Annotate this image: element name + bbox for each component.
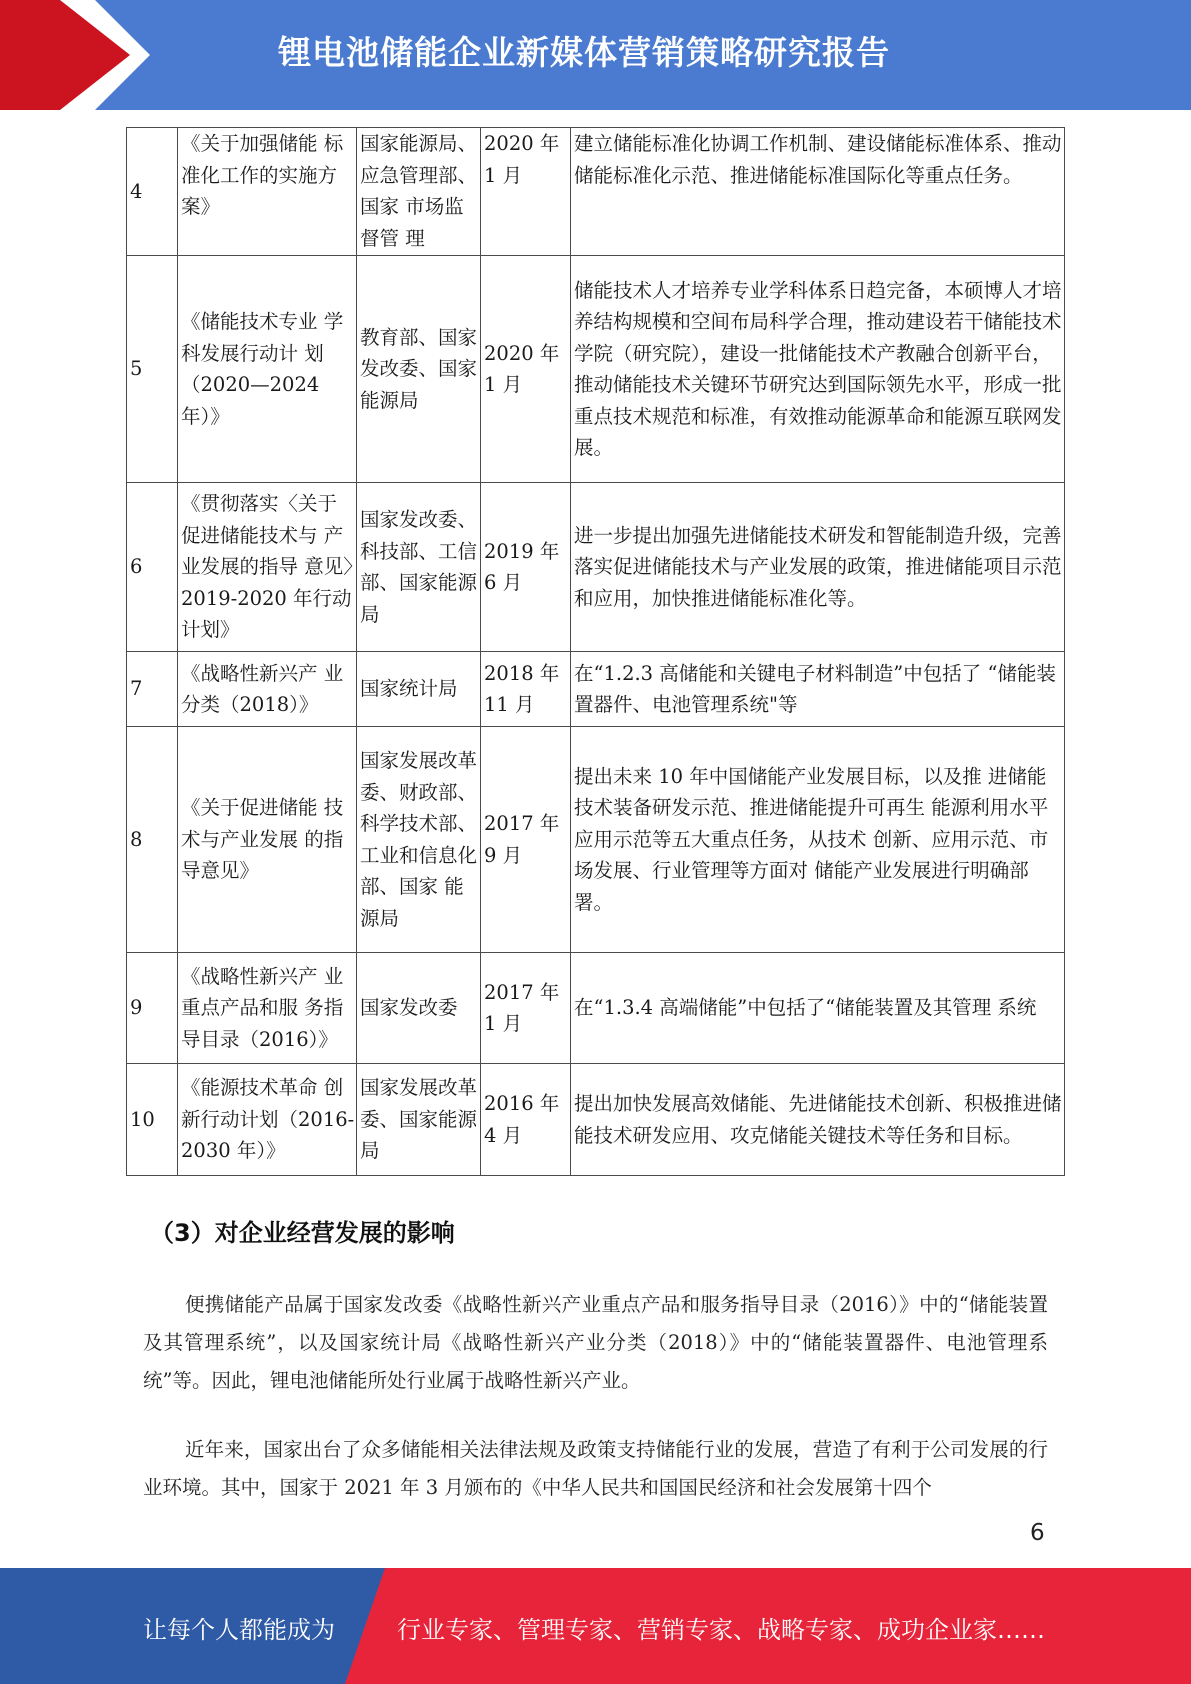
section-heading: （3）对企业经营发展的影响: [150, 1219, 455, 1247]
row-number: 4: [127, 128, 178, 256]
body-paragraph: 便携储能产品属于国家发改委《战略性新兴产业重点产品和服务指导目录（2016）》中的“储能装置及其管理系统”，以及国家统计局《战略性新兴产业分类（2018）》中的“储能装置器件、电池管理系统”等。因此，锂电池储能所处行业属于战略性新兴产业。: [143, 1293, 1048, 1392]
policy-description: 在“1.2.3 高储能和关键电子材料制造”中包括了 “储能装置器件、电池管理系统"等: [571, 652, 1065, 727]
report-title: 锂电池储能企业新媒体营销策略研究报告: [278, 33, 890, 72]
issue-date: 2020 年 1 月: [481, 256, 571, 483]
row-number: 8: [127, 727, 178, 953]
policy-name: 《贯彻落实〈关于促进储能技术与 产业发展的指导 意见〉2019-2020 年行动计划》: [178, 483, 357, 652]
table-row: [127, 953, 1065, 1064]
policy-description: 在“1.3.4 高端储能”中包括了“储能装置及其管理 系统: [571, 953, 1065, 1064]
row-number: 9: [127, 953, 178, 1064]
table-row: [127, 483, 1065, 652]
issuing-department: 国家发展改革委、国家能源局: [357, 1064, 481, 1176]
issuing-department: 国家发改委、科技部、工信部、国家能源局: [357, 483, 481, 652]
policy-name: 《战略性新兴产 业重点产品和服 务指导目录（2016）》: [178, 953, 357, 1064]
policy-name: 《能源技术革命 创新行动计划（2016-2030 年）》: [178, 1064, 357, 1176]
policy-description: 提出未来 10 年中国储能产业发展目标，以及推 进储能技术装备研发示范、推进储能提升可再生 能源利用水平应用示范等五大重点任务，从技术 创新、应用示范、市场发展、行业管理等方面对 储能产业发展进行明确部署。: [571, 727, 1065, 953]
body-paragraph: 近年来，国家出台了众多储能相关法律法规及政策支持储能行业的发展，营造了有利于公司发展的行业环境。其中，国家于 2021 年 3 月颁布的《中华人民共和国国民经济和社会发展第十四个: [143, 1438, 1048, 1499]
policy-description: 储能技术人才培养专业学科体系日趋完备，本硕博人才培养结构规模和空间布局科学合理，推动建设若干储能技术学院（研究院），建设一批储能技术产教融合创新平台，推动储能技术关键环节研究达到国际领先水平，形成一批重点技术规范和标准，有效推动能源革命和能源互联网发展。: [571, 256, 1065, 483]
issue-date: 2016 年 4 月: [481, 1064, 571, 1176]
page-header: [0, 0, 1191, 110]
policy-name: 《关于加强储能 标准化工作的实施方案》: [178, 128, 357, 256]
page-number: 6: [1030, 1520, 1045, 1546]
row-number: 5: [127, 256, 178, 483]
policy-name: 《战略性新兴产 业分类（2018）》: [178, 652, 357, 727]
issuing-department: 教育部、国家发改委、国家能源局: [357, 256, 481, 483]
issuing-department: 国家能源局、应急管理部、国家 市场监督管 理: [357, 128, 481, 256]
policy-table: [126, 127, 1065, 1176]
policy-name: 《关于促进储能 技术与产业发展 的指导意见》: [178, 727, 357, 953]
issue-date: 2017 年 9 月: [481, 727, 571, 953]
row-number: 10: [127, 1064, 178, 1176]
footer-slogan-left: 让每个人都能成为: [143, 1616, 335, 1644]
table-row: [127, 128, 1065, 256]
footer-slogan-right: 行业专家、管理专家、营销专家、战略专家、成功企业家……: [397, 1616, 1045, 1644]
table-row: [127, 256, 1065, 483]
issue-date: 2017 年 1 月: [481, 953, 571, 1064]
row-number: 7: [127, 652, 178, 727]
issuing-department: 国家发展改革委、财政部、科学技术部、工业和信息化部、国家 能源局: [357, 727, 481, 953]
issue-date: 2019 年 6 月: [481, 483, 571, 652]
table-row: [127, 652, 1065, 727]
page-footer: [0, 1568, 1191, 1684]
policy-description: 提出加快发展高效储能、先进储能技术创新、积极推进储能技术研发应用、攻克储能关键技术等任务和目标。: [571, 1064, 1065, 1176]
policy-description: 建立储能标准化协调工作机制、建设储能标准体系、推动储能标准化示范、推进储能标准国际化等重点任务。: [571, 128, 1065, 256]
row-number: 6: [127, 483, 178, 652]
issuing-department: 国家发改委: [357, 953, 481, 1064]
table-row: [127, 1064, 1065, 1176]
issue-date: 2020 年 1 月: [481, 128, 571, 256]
table-row: [127, 727, 1065, 953]
policy-name: 《储能技术专业 学科发展行动计 划（2020—2024 年）》: [178, 256, 357, 483]
issuing-department: 国家统计局: [357, 652, 481, 727]
policy-description: 进一步提出加强先进储能技术研发和智能制造升级，完善落实促进储能技术与产业发展的政策，推进储能项目示范和应用，加快推进储能标准化等。: [571, 483, 1065, 652]
issue-date: 2018 年 11 月: [481, 652, 571, 727]
